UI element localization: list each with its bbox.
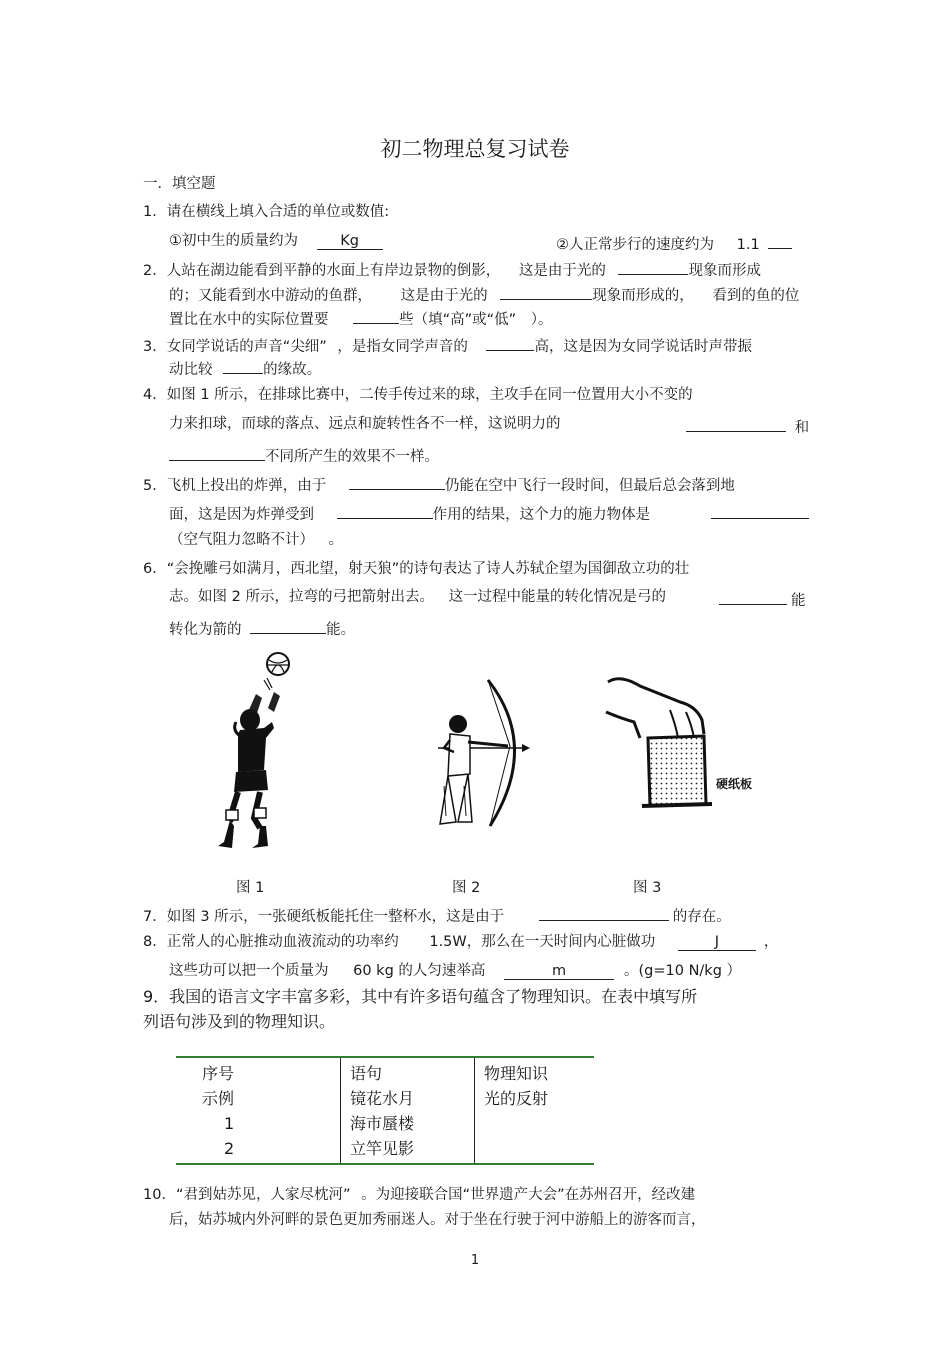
page-number: 1 xyxy=(470,1253,480,1268)
question-7 xyxy=(143,904,731,926)
question-4-line-2 xyxy=(169,415,561,433)
table-row xyxy=(176,1086,594,1111)
q8-blank-2[interactable]: m xyxy=(504,963,614,980)
question-3-line-1 xyxy=(143,334,752,356)
q1a-label: ①初中生的质量约为 xyxy=(169,233,298,249)
q1b-value: 1.1 xyxy=(736,237,760,253)
q2-text: ）。 xyxy=(530,312,553,328)
question-8-line-1 xyxy=(143,933,778,951)
table-cell: 海市蜃楼 xyxy=(341,1111,475,1136)
physics-knowledge-table xyxy=(176,1056,594,1165)
q1b-answer-blank[interactable] xyxy=(768,232,792,249)
table-answer-cell[interactable] xyxy=(475,1136,595,1164)
question-2-line-2 xyxy=(169,283,799,305)
q3-blank-2[interactable] xyxy=(223,357,263,374)
q5-blank-3[interactable] xyxy=(711,502,809,519)
question-10-line-2: 后，姑苏城内外河畔的景色更加秀丽迷人。对于坐在行驶于河中游船上的游客而言， xyxy=(169,1212,706,1228)
q3-text: 动比较 xyxy=(169,362,213,378)
table-row xyxy=(176,1111,594,1136)
figure-1-volleyball-illustration xyxy=(212,650,302,855)
figure-2-archer-illustration xyxy=(420,676,532,828)
q3-text: ，是指女同学声音的 xyxy=(337,339,468,355)
q1-part-b xyxy=(556,232,792,254)
question-4-line-2-end xyxy=(686,415,809,437)
table-header-row xyxy=(176,1057,594,1086)
q3-blank-1[interactable] xyxy=(486,334,534,351)
question-4-line-3 xyxy=(169,444,439,466)
table-cell: 1 xyxy=(224,1114,235,1133)
q7-text: 的存在。 xyxy=(672,909,731,925)
table-header-cell: 语句 xyxy=(341,1057,475,1086)
q2-text: 现象而形成的， xyxy=(592,288,694,304)
figure-3-cup-cardboard-illustration xyxy=(600,672,770,822)
question-6-line-2 xyxy=(169,588,666,606)
question-3-line-2 xyxy=(169,357,321,379)
q2-text: 的；又能看到水中游动的鱼群， xyxy=(169,288,372,304)
figure-3-caption: 图 3 xyxy=(633,880,662,896)
q4-text: 和 xyxy=(794,420,810,436)
q5-blank-1[interactable] xyxy=(349,473,445,490)
q2-text: 现象而形成 xyxy=(688,263,761,279)
table-header-cell: 序号 xyxy=(202,1064,235,1083)
question-2-line-3 xyxy=(169,307,553,329)
q7-text: 7．如图 3 所示，一张硬纸板能托住一整杯水，这是由于 xyxy=(143,909,505,925)
q10-text: 10．“君到姑苏见，人家尽枕河” xyxy=(143,1187,351,1203)
question-6-line-2-end xyxy=(719,588,806,610)
q8-blank-1[interactable]: J xyxy=(678,934,756,951)
q2-text: 置比在水中的实际位置要 xyxy=(169,312,329,328)
q8-text: ， xyxy=(763,934,779,950)
table-header-cell: 物理知识 xyxy=(475,1057,595,1086)
q10-text: 。为迎接联合国“世界遗产大会”在苏州召开，经改建 xyxy=(361,1187,696,1203)
question-1 xyxy=(143,203,389,221)
q1-text: 请在横线上填入合适的单位或数值: xyxy=(166,204,390,220)
q5-text: （空气阻力忽略不计） xyxy=(169,532,314,548)
q2-blank-1[interactable] xyxy=(618,258,688,275)
figure-3-label: 硬纸板 xyxy=(716,777,753,791)
table-answer-cell[interactable] xyxy=(475,1111,595,1136)
table-cell: 示例 xyxy=(202,1089,235,1108)
q6-blank-2[interactable] xyxy=(250,617,326,634)
table-cell: 2 xyxy=(224,1139,235,1158)
q4-text: 不同所产生的效果不一样。 xyxy=(265,449,439,465)
q6-blank-1[interactable] xyxy=(719,588,787,605)
q4-blank-2[interactable] xyxy=(169,444,265,461)
q3-text: 高，这是因为女同学说话时声带振 xyxy=(534,339,752,355)
q1-number: 1． xyxy=(143,204,167,220)
table-row xyxy=(176,1136,594,1164)
q8-text: 8．正常人的心脏推动血液流动的功率约 xyxy=(143,934,399,950)
section-heading: 一．填空题 xyxy=(143,176,216,192)
q7-blank[interactable] xyxy=(539,904,669,921)
q5-text: 作用的结果，这个力的施力物体是 xyxy=(432,507,651,523)
question-9-line-2: 列语句涉及到的物理知识。 xyxy=(143,1012,336,1031)
question-6-line-1: 6．“会挽雕弓如满月，西北望，射天狼”的诗句表达了诗人苏轼企望为国御敌立功的壮 xyxy=(143,561,690,577)
question-6-line-3 xyxy=(169,617,355,639)
q6-text: 志。如图 2 所示，拉弯的弓把箭射出去。 xyxy=(169,589,434,605)
q6-text: 能。 xyxy=(326,622,356,638)
q5-text: 面，这是因为炸弹受到 xyxy=(169,507,314,523)
table-cell: 光的反射 xyxy=(475,1086,595,1111)
q1b-label: ②人正常步行的速度约为 xyxy=(556,237,714,253)
question-9-line-1: 9．我国的语言文字丰富多彩，其中有许多语句蕴含了物理知识。在表中填写所 xyxy=(143,987,698,1006)
q6-text: 转化为箭的 xyxy=(169,622,242,638)
q3-text: 的缘故。 xyxy=(263,362,322,378)
table-cell: 立竿见影 xyxy=(341,1136,475,1164)
q6-text: 能 xyxy=(791,593,806,609)
figure-1-caption: 图 1 xyxy=(236,880,265,896)
q8-text: 1.5W，那么在一天时间内心脏做功 xyxy=(429,934,656,950)
q3-text: 3．女同学说话的声音“尖细” xyxy=(143,339,327,355)
q5-blank-3-wrap xyxy=(711,502,809,524)
q5-blank-2[interactable] xyxy=(337,502,433,519)
q2-blank-3[interactable] xyxy=(353,307,399,324)
q4-blank-1[interactable] xyxy=(686,415,786,432)
q8-text: 60 kg 的人匀速举高 xyxy=(353,963,486,979)
q4-text: 力来扣球，而球的落点、远点和旋转性各不一样，这说明力的 xyxy=(169,416,561,432)
table-cell: 镜花水月 xyxy=(341,1086,475,1111)
q6-text: 这一过程中能量的转化情况是弓的 xyxy=(448,589,667,605)
question-5-line-2 xyxy=(169,502,650,524)
q1-part-a xyxy=(169,232,383,250)
figure-2-caption: 图 2 xyxy=(452,880,481,896)
page-title: 初二物理总复习试卷 xyxy=(380,137,570,161)
question-5-line-1 xyxy=(143,473,735,495)
q2-text: 2．人站在湖边能看到平静的水面上有岸边景物的倒影， xyxy=(143,263,501,279)
question-10-line-1 xyxy=(143,1186,695,1204)
q1a-answer-blank[interactable]: Kg xyxy=(317,233,383,250)
q5-text: 5．飞机上投出的炸弹，由于 xyxy=(143,478,327,494)
q2-text: 这是由于光的 xyxy=(400,288,488,304)
q2-text: 这是由于光的 xyxy=(518,263,606,279)
question-4-line-1: 4．如图 1 所示，在排球比赛中，二传手传过来的球，主攻手在同一位置用大小不变的 xyxy=(143,387,693,403)
q8-text: 这些功可以把一个质量为 xyxy=(169,963,329,979)
question-8-line-2 xyxy=(169,962,741,980)
q2-blank-2[interactable] xyxy=(500,283,592,300)
q5-text: 仍能在空中飞行一段时间，但最后总会落到地 xyxy=(444,478,735,494)
q2-text: 些（填“高”或“低” xyxy=(399,312,517,328)
q5-text: 。 xyxy=(328,532,344,548)
question-5-line-3 xyxy=(169,531,343,549)
question-2-line-1 xyxy=(143,258,761,280)
q2-text: 看到的鱼的位 xyxy=(712,288,800,304)
q8-text: 。(g=10 N/kg ） xyxy=(624,963,742,979)
